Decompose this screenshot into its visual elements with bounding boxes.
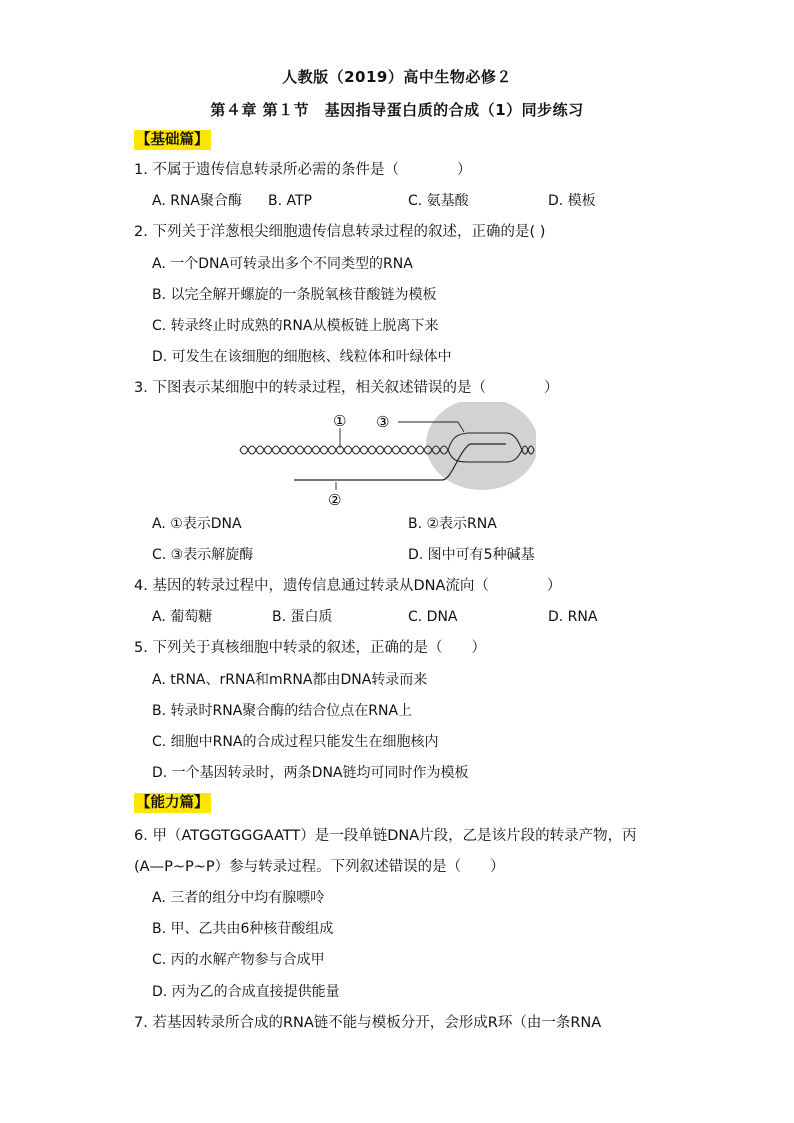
diagram-label-2: ②: [328, 491, 342, 509]
question-6-stem-line-1: 6. 甲（ATGGTGGGAATT）是一段单链DNA片段，乙是该片段的转录产物，丙: [134, 828, 637, 844]
question-1-option-c: C. 氨基酸: [408, 193, 469, 209]
question-2-option-a: A. 一个DNA可转录出多个不同类型的RNA: [152, 256, 413, 272]
question-6-option-c: C. 丙的水解产物参与合成甲: [152, 952, 325, 968]
question-6-option-d: D. 丙为乙的合成直接提供能量: [152, 984, 340, 1000]
question-7-stem: 7. 若基因转录所合成的RNA链不能与模板分开，会形成R环（由一条RNA: [134, 1015, 602, 1031]
question-6-option-b: B. 甲、乙共由6种核苷酸组成: [152, 921, 334, 937]
question-5-option-b: B. 转录时RNA聚合酶的结合位点在RNA上: [152, 703, 413, 719]
question-4-option-b: B. 蛋白质: [272, 609, 333, 625]
question-1-option-d: D. 模板: [548, 193, 596, 209]
question-6-stem-line-2: (A—P~P~P）参与转录过程。下列叙述错误的是（ ）: [134, 859, 505, 875]
question-5-stem: 5. 下列关于真核细胞中转录的叙述，正确的是（ ）: [134, 640, 486, 656]
question-1-stem: 1. 不属于遗传信息转录所必需的条件是（ ）: [134, 162, 472, 178]
question-4-option-c: C. DNA: [408, 609, 458, 625]
question-2-option-d: D. 可发生在该细胞的细胞核、线粒体和叶绿体中: [152, 349, 452, 365]
question-1-option-a: A. RNA聚合酶: [152, 193, 243, 209]
question-5-option-d: D. 一个基因转录时，两条DNA链均可同时作为模板: [152, 765, 469, 781]
question-4-stem: 4. 基因的转录过程中，遗传信息通过转录从DNA流向（ ）: [134, 578, 562, 594]
question-3-option-b: B. ②表示RNA: [408, 516, 497, 532]
question-5-option-c: C. 细胞中RNA的合成过程只能发生在细胞核内: [152, 734, 439, 750]
section-ability-label: 【能力篇】: [136, 795, 209, 811]
question-3-stem: 3. 下图表示某细胞中的转录过程，相关叙述错误的是（ ）: [134, 380, 559, 396]
question-3-option-d: D. 图中可有5种碱基: [408, 547, 535, 563]
question-2-option-b: B. 以完全解开螺旋的一条脱氧核苷酸链为模板: [152, 287, 437, 303]
diagram-label-1: ①: [333, 412, 347, 430]
question-4-option-d: D. RNA: [548, 609, 598, 625]
question-6-option-a: A. 三者的组分中均有腺嘌呤: [152, 890, 325, 906]
question-5-option-a: A. tRNA、rRNA和mRNA都由DNA转录而来: [152, 672, 428, 688]
question-2-stem: 2. 下列关于洋葱根尖细胞遗传信息转录过程的叙述，正确的是( ): [134, 224, 546, 240]
question-4-option-a: A. 葡萄糖: [152, 609, 213, 625]
document-title: 人教版（2019）高中生物必修２: [282, 68, 512, 86]
question-3-option-c: C. ③表示解旋酶: [152, 547, 254, 563]
dna-strand-lower: [240, 446, 448, 454]
question-3-option-a: A. ①表示DNA: [152, 516, 242, 532]
section-basic-label: 【基础篇】: [136, 132, 209, 148]
diagram-label-3: ③: [376, 413, 390, 431]
transcription-diagram: [236, 402, 536, 510]
question-2-option-c: C. 转录终止时成熟的RNA从模板链上脱离下来: [152, 318, 439, 334]
question-1-option-b: B. ATP: [268, 193, 312, 209]
document-subtitle: 第４章 第１节 基因指导蛋白质的合成（1）同步练习: [210, 101, 584, 119]
